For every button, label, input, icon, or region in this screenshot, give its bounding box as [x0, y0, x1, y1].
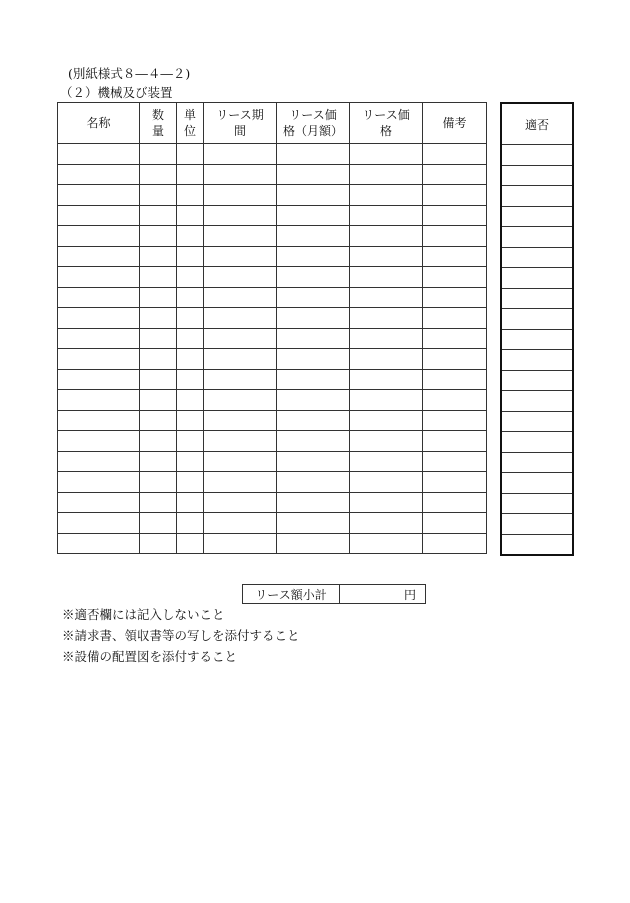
- cell-check[interactable]: [501, 370, 573, 391]
- cell-lease-monthly-price[interactable]: [277, 226, 350, 247]
- check-row: [501, 247, 573, 268]
- cell-name[interactable]: [58, 349, 140, 370]
- cell-quantity[interactable]: [140, 431, 177, 452]
- cell-lease-period[interactable]: [204, 328, 277, 349]
- cell-remarks[interactable]: [423, 205, 487, 226]
- cell-lease-period[interactable]: [204, 533, 277, 554]
- cell-check[interactable]: [501, 493, 573, 514]
- cell-lease-price[interactable]: [350, 472, 423, 493]
- form-reference: (別紙様式８―４―２): [68, 66, 191, 81]
- cell-remarks[interactable]: [423, 410, 487, 431]
- cell-lease-period[interactable]: [204, 267, 277, 288]
- check-row: [501, 370, 573, 391]
- cell-remarks[interactable]: [423, 431, 487, 452]
- cell-lease-price[interactable]: [350, 287, 423, 308]
- cell-check[interactable]: [501, 411, 573, 432]
- cell-remarks[interactable]: [423, 308, 487, 329]
- check-row: [501, 186, 573, 207]
- cell-name[interactable]: [58, 328, 140, 349]
- cell-quantity[interactable]: [140, 308, 177, 329]
- check-row: [501, 514, 573, 535]
- check-row: [501, 288, 573, 309]
- table-row: [58, 226, 487, 247]
- cell-lease-price[interactable]: [350, 451, 423, 472]
- header-unit: 単 位: [177, 103, 204, 144]
- section-title: （２）機械及び装置: [60, 85, 173, 100]
- cell-quantity[interactable]: [140, 390, 177, 411]
- cell-lease-price[interactable]: [350, 205, 423, 226]
- cell-lease-period[interactable]: [204, 205, 277, 226]
- check-row: [501, 432, 573, 453]
- subtotal-value[interactable]: 円: [340, 585, 426, 604]
- cell-lease-price[interactable]: [350, 349, 423, 370]
- cell-lease-monthly-price[interactable]: [277, 287, 350, 308]
- cell-quantity[interactable]: [140, 533, 177, 554]
- cell-name[interactable]: [58, 410, 140, 431]
- table-row: [58, 472, 487, 493]
- cell-name[interactable]: [58, 308, 140, 329]
- cell-unit[interactable]: [177, 226, 204, 247]
- cell-remarks[interactable]: [423, 226, 487, 247]
- table-row: [58, 533, 487, 554]
- table-row: [58, 369, 487, 390]
- cell-lease-monthly-price[interactable]: [277, 513, 350, 534]
- cell-name[interactable]: [58, 185, 140, 206]
- cell-name[interactable]: [58, 267, 140, 288]
- cell-check[interactable]: [501, 227, 573, 248]
- cell-check[interactable]: [501, 206, 573, 227]
- check-row: [501, 227, 573, 248]
- cell-lease-monthly-price[interactable]: [277, 164, 350, 185]
- header-lease-period: リース期 間: [204, 103, 277, 144]
- cell-unit[interactable]: [177, 205, 204, 226]
- cell-lease-price[interactable]: [350, 308, 423, 329]
- cell-quantity[interactable]: [140, 226, 177, 247]
- cell-name[interactable]: [58, 513, 140, 534]
- subtotal-label: リース額小計: [243, 585, 340, 604]
- check-row: [501, 534, 573, 555]
- cell-lease-period[interactable]: [204, 431, 277, 452]
- table-row: [58, 144, 487, 165]
- table-row: [58, 492, 487, 513]
- cell-lease-period[interactable]: [204, 472, 277, 493]
- cell-lease-period[interactable]: [204, 390, 277, 411]
- check-row: [501, 145, 573, 166]
- cell-check[interactable]: [501, 268, 573, 289]
- cell-name[interactable]: [58, 164, 140, 185]
- cell-lease-monthly-price[interactable]: [277, 472, 350, 493]
- cell-lease-monthly-price[interactable]: [277, 492, 350, 513]
- cell-check[interactable]: [501, 452, 573, 473]
- cell-name[interactable]: [58, 390, 140, 411]
- note-item: ※請求書、領収書等の写しを添付すること: [62, 628, 300, 643]
- table-row: [58, 246, 487, 267]
- cell-quantity[interactable]: [140, 246, 177, 267]
- cell-check[interactable]: [501, 514, 573, 535]
- cell-lease-period[interactable]: [204, 410, 277, 431]
- cell-remarks[interactable]: [423, 390, 487, 411]
- cell-remarks[interactable]: [423, 369, 487, 390]
- cell-lease-price[interactable]: [350, 226, 423, 247]
- cell-lease-period[interactable]: [204, 369, 277, 390]
- check-header-row: [501, 103, 573, 145]
- cell-unit[interactable]: [177, 492, 204, 513]
- cell-lease-period[interactable]: [204, 308, 277, 329]
- cell-lease-monthly-price[interactable]: [277, 308, 350, 329]
- cell-quantity[interactable]: [140, 267, 177, 288]
- table-row: [58, 410, 487, 431]
- check-row: [501, 391, 573, 412]
- cell-lease-monthly-price[interactable]: [277, 185, 350, 206]
- table-row: [58, 267, 487, 288]
- cell-name[interactable]: [58, 205, 140, 226]
- table-row: [58, 205, 487, 226]
- cell-lease-period[interactable]: [204, 287, 277, 308]
- notes: [62, 604, 300, 667]
- cell-quantity[interactable]: [140, 410, 177, 431]
- cell-check[interactable]: [501, 309, 573, 330]
- cell-quantity[interactable]: [140, 451, 177, 472]
- cell-lease-monthly-price[interactable]: [277, 451, 350, 472]
- cell-unit[interactable]: [177, 308, 204, 329]
- cell-remarks[interactable]: [423, 492, 487, 513]
- check-column-table: [500, 102, 574, 556]
- cell-lease-period[interactable]: [204, 144, 277, 165]
- header-lease-monthly-price: リース価 格（月額）: [277, 103, 350, 144]
- cell-lease-price[interactable]: [350, 369, 423, 390]
- cell-name[interactable]: [58, 144, 140, 165]
- cell-check[interactable]: [501, 247, 573, 268]
- cell-quantity[interactable]: [140, 144, 177, 165]
- cell-unit[interactable]: [177, 267, 204, 288]
- cell-lease-price[interactable]: [350, 246, 423, 267]
- cell-lease-period[interactable]: [204, 246, 277, 267]
- cell-unit[interactable]: [177, 451, 204, 472]
- cell-lease-monthly-price[interactable]: [277, 144, 350, 165]
- cell-remarks[interactable]: [423, 267, 487, 288]
- cell-quantity[interactable]: [140, 328, 177, 349]
- cell-check[interactable]: [501, 145, 573, 166]
- check-row: [501, 350, 573, 371]
- cell-lease-monthly-price[interactable]: [277, 205, 350, 226]
- cell-quantity[interactable]: [140, 513, 177, 534]
- cell-lease-price[interactable]: [350, 144, 423, 165]
- cell-remarks[interactable]: [423, 246, 487, 267]
- cell-quantity[interactable]: [140, 287, 177, 308]
- cell-unit[interactable]: [177, 287, 204, 308]
- header-check: 適否: [501, 103, 573, 145]
- cell-quantity[interactable]: [140, 369, 177, 390]
- cell-unit[interactable]: [177, 328, 204, 349]
- check-row: [501, 268, 573, 289]
- table-row: [58, 164, 487, 185]
- cell-lease-monthly-price[interactable]: [277, 369, 350, 390]
- header-quantity: 数 量: [140, 103, 177, 144]
- cell-lease-period[interactable]: [204, 451, 277, 472]
- cell-remarks[interactable]: [423, 287, 487, 308]
- cell-lease-period[interactable]: [204, 349, 277, 370]
- header-remarks: 備考: [423, 103, 487, 144]
- cell-name[interactable]: [58, 226, 140, 247]
- cell-check[interactable]: [501, 350, 573, 371]
- cell-unit[interactable]: [177, 410, 204, 431]
- cell-name[interactable]: [58, 533, 140, 554]
- check-row: [501, 452, 573, 473]
- table-header-row: [58, 103, 487, 144]
- check-row: [501, 165, 573, 186]
- table-row: [58, 308, 487, 329]
- check-row: [501, 411, 573, 432]
- cell-name[interactable]: [58, 451, 140, 472]
- table-row: [58, 185, 487, 206]
- cell-check[interactable]: [501, 432, 573, 453]
- cell-lease-price[interactable]: [350, 533, 423, 554]
- table-row: [58, 390, 487, 411]
- cell-quantity[interactable]: [140, 164, 177, 185]
- cell-lease-price[interactable]: [350, 328, 423, 349]
- check-row: [501, 329, 573, 350]
- lease-subtotal-table: [242, 584, 426, 604]
- cell-check[interactable]: [501, 186, 573, 207]
- note-item: ※適否欄には記入しないこと: [62, 607, 225, 622]
- table-row: [58, 431, 487, 452]
- cell-name[interactable]: [58, 431, 140, 452]
- cell-unit[interactable]: [177, 164, 204, 185]
- note-item: ※設備の配置図を添付すること: [62, 649, 238, 664]
- cell-lease-price[interactable]: [350, 410, 423, 431]
- cell-quantity[interactable]: [140, 205, 177, 226]
- check-row: [501, 206, 573, 227]
- cell-check[interactable]: [501, 165, 573, 186]
- header-lease-price: リース価 格: [350, 103, 423, 144]
- cell-lease-period[interactable]: [204, 492, 277, 513]
- cell-lease-monthly-price[interactable]: [277, 349, 350, 370]
- cell-check[interactable]: [501, 534, 573, 555]
- cell-lease-monthly-price[interactable]: [277, 410, 350, 431]
- table-row: [58, 349, 487, 370]
- cell-name[interactable]: [58, 492, 140, 513]
- cell-unit[interactable]: [177, 144, 204, 165]
- table-row: [58, 287, 487, 308]
- cell-lease-period[interactable]: [204, 164, 277, 185]
- cell-unit[interactable]: [177, 369, 204, 390]
- cell-lease-monthly-price[interactable]: [277, 267, 350, 288]
- cell-quantity[interactable]: [140, 185, 177, 206]
- cell-remarks[interactable]: [423, 185, 487, 206]
- cell-unit[interactable]: [177, 533, 204, 554]
- cell-lease-price[interactable]: [350, 513, 423, 534]
- cell-unit[interactable]: [177, 472, 204, 493]
- cell-lease-price[interactable]: [350, 390, 423, 411]
- cell-check[interactable]: [501, 391, 573, 412]
- cell-unit[interactable]: [177, 349, 204, 370]
- cell-unit[interactable]: [177, 431, 204, 452]
- cell-lease-monthly-price[interactable]: [277, 390, 350, 411]
- cell-unit[interactable]: [177, 246, 204, 267]
- cell-name[interactable]: [58, 369, 140, 390]
- cell-remarks[interactable]: [423, 472, 487, 493]
- check-row: [501, 473, 573, 494]
- cell-lease-monthly-price[interactable]: [277, 431, 350, 452]
- cell-lease-period[interactable]: [204, 513, 277, 534]
- table-row: [58, 328, 487, 349]
- cell-name[interactable]: [58, 246, 140, 267]
- cell-quantity[interactable]: [140, 492, 177, 513]
- cell-remarks[interactable]: [423, 164, 487, 185]
- cell-name[interactable]: [58, 287, 140, 308]
- header-name: 名称: [58, 103, 140, 144]
- table-row: [58, 513, 487, 534]
- cell-lease-price[interactable]: [350, 492, 423, 513]
- cell-remarks[interactable]: [423, 451, 487, 472]
- cell-lease-price[interactable]: [350, 267, 423, 288]
- cell-quantity[interactable]: [140, 349, 177, 370]
- cell-lease-price[interactable]: [350, 431, 423, 452]
- cell-lease-price[interactable]: [350, 185, 423, 206]
- equipment-table: [57, 102, 487, 554]
- cell-remarks[interactable]: [423, 349, 487, 370]
- cell-check[interactable]: [501, 473, 573, 494]
- cell-remarks[interactable]: [423, 328, 487, 349]
- cell-unit[interactable]: [177, 185, 204, 206]
- cell-lease-monthly-price[interactable]: [277, 328, 350, 349]
- cell-remarks[interactable]: [423, 144, 487, 165]
- cell-lease-monthly-price[interactable]: [277, 533, 350, 554]
- cell-quantity[interactable]: [140, 472, 177, 493]
- cell-lease-period[interactable]: [204, 185, 277, 206]
- cell-check[interactable]: [501, 288, 573, 309]
- cell-lease-monthly-price[interactable]: [277, 246, 350, 267]
- cell-lease-price[interactable]: [350, 164, 423, 185]
- check-row: [501, 309, 573, 330]
- cell-remarks[interactable]: [423, 513, 487, 534]
- check-row: [501, 493, 573, 514]
- cell-check[interactable]: [501, 329, 573, 350]
- cell-unit[interactable]: [177, 390, 204, 411]
- cell-unit[interactable]: [177, 513, 204, 534]
- cell-remarks[interactable]: [423, 533, 487, 554]
- cell-name[interactable]: [58, 472, 140, 493]
- table-row: [58, 451, 487, 472]
- cell-lease-period[interactable]: [204, 226, 277, 247]
